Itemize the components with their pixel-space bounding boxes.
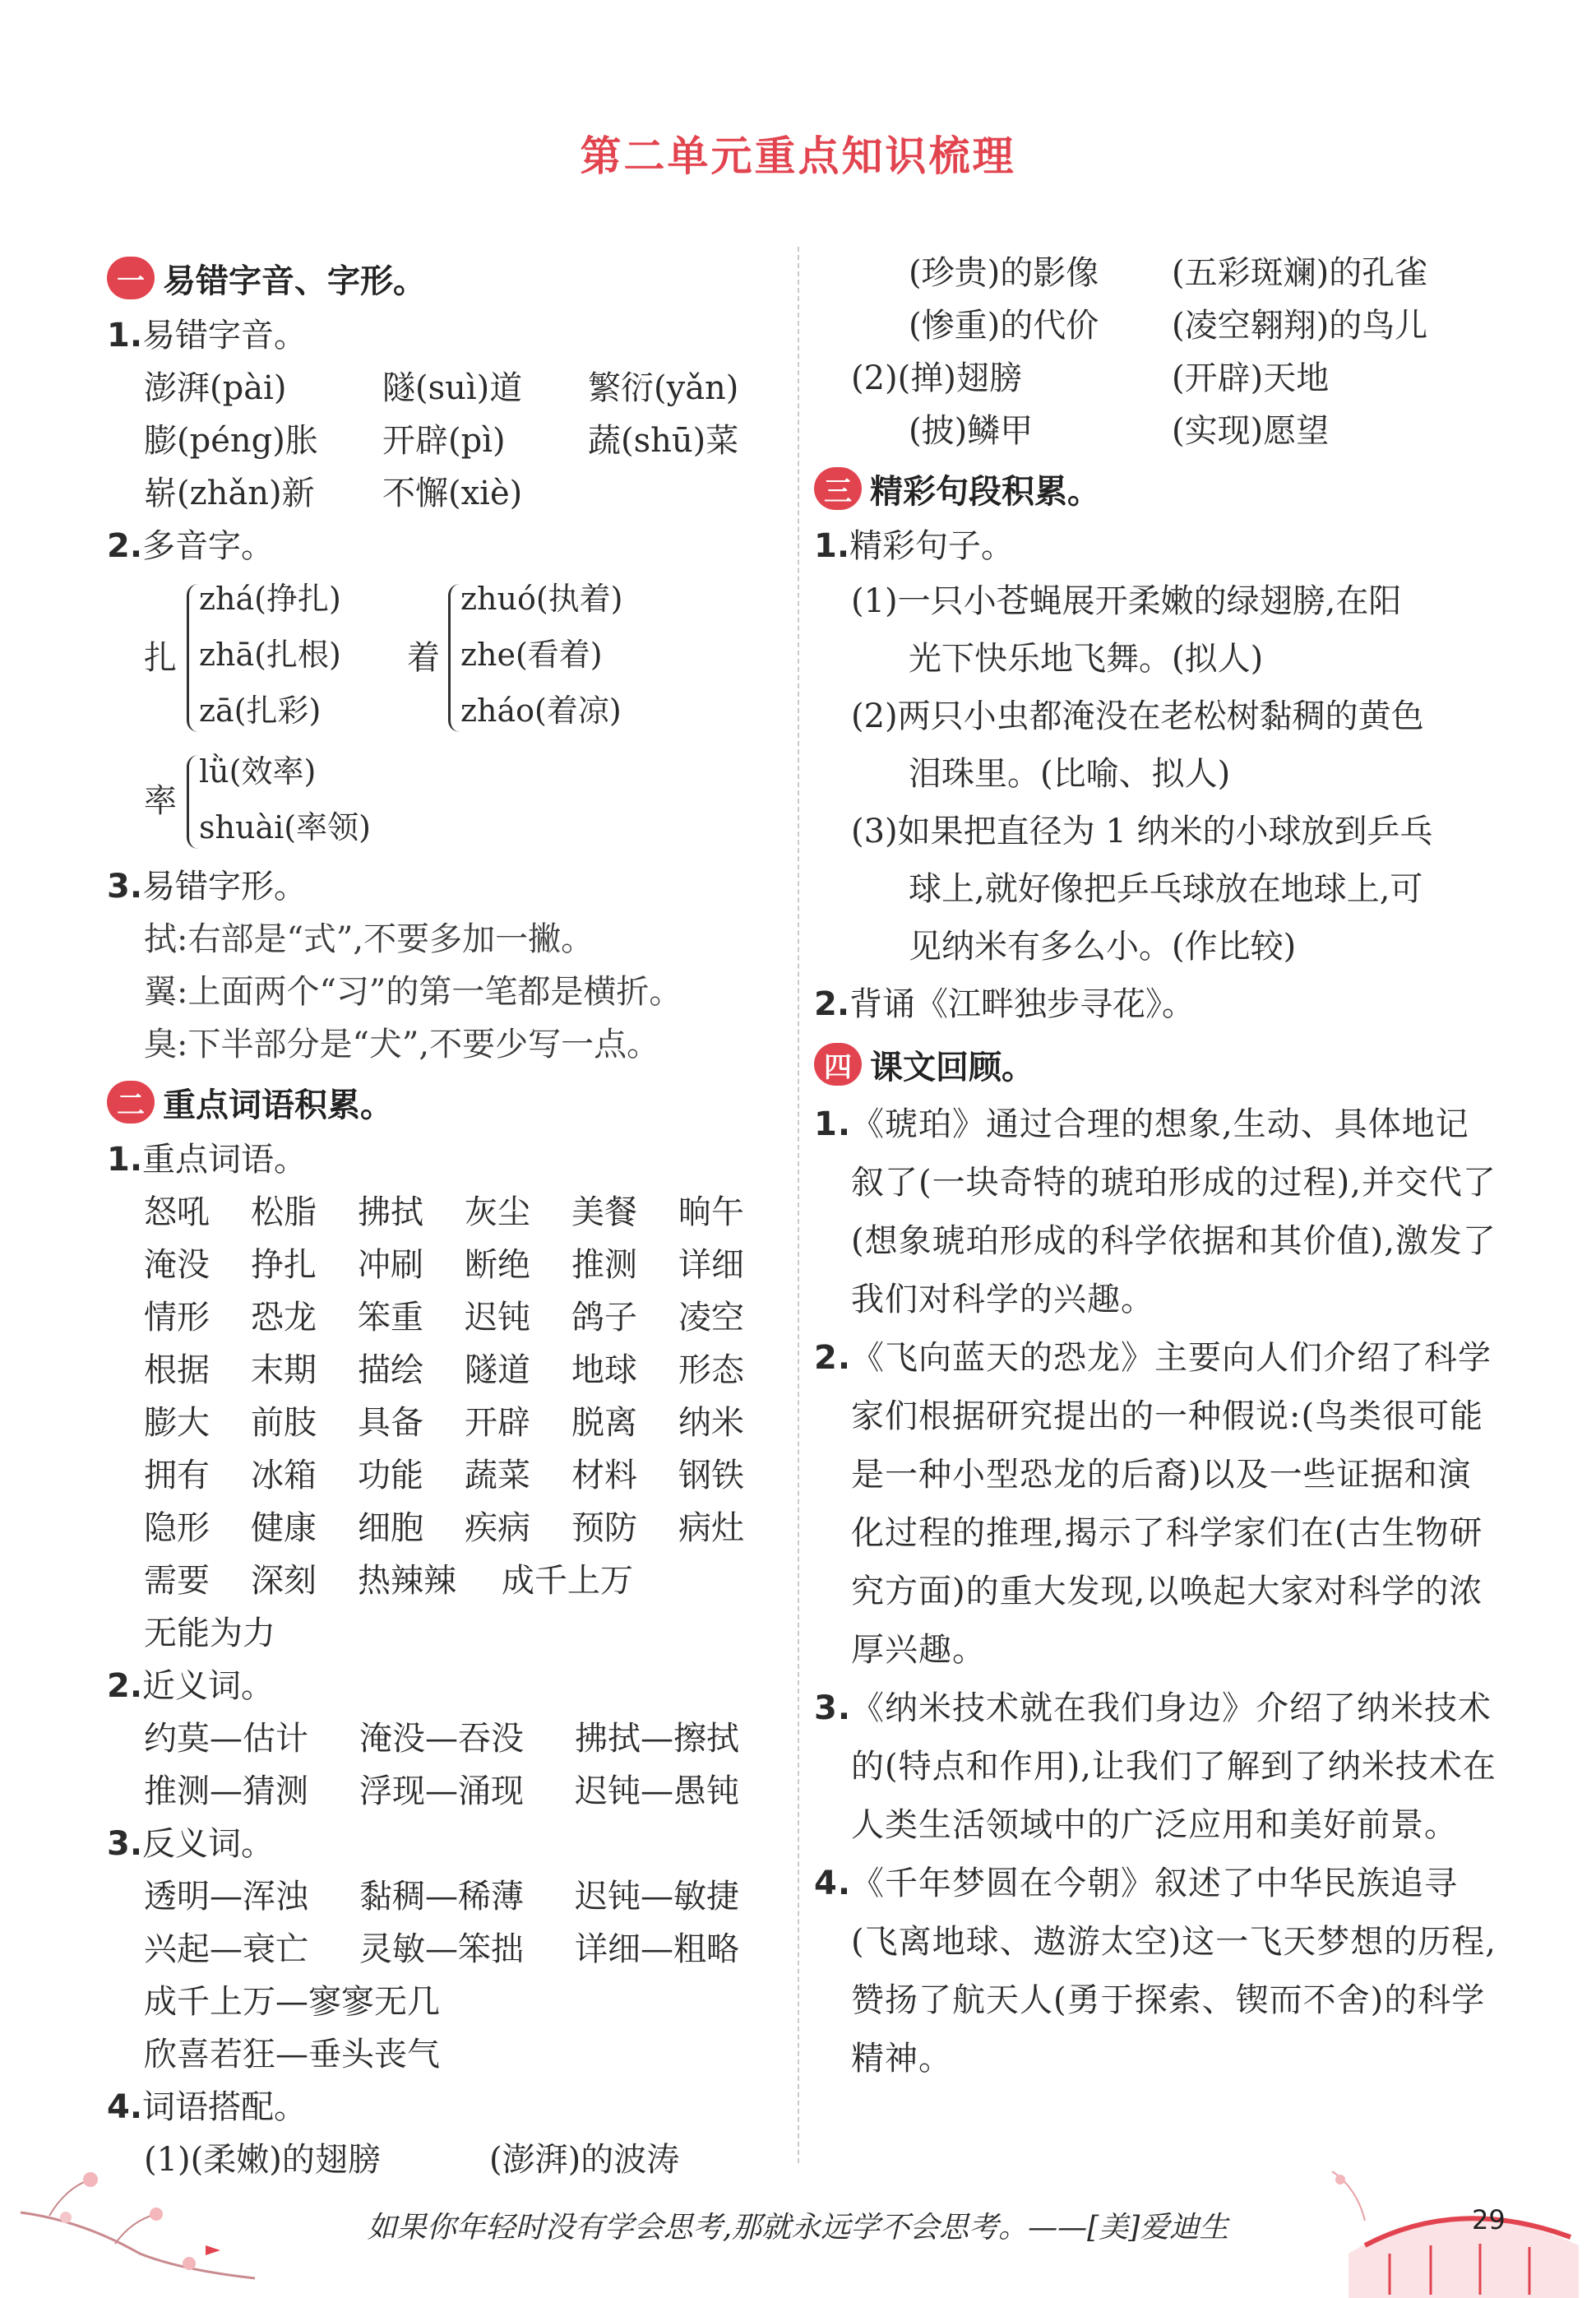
polyphone-reading: zā(扎彩) bbox=[199, 693, 322, 729]
word-row: 情形 恐龙 笨重 迟钝 鸽子 凌空 bbox=[144, 1299, 744, 1337]
collocation-row: (1)(柔嫩)的翅膀 (澎湃)的波涛 bbox=[144, 2141, 680, 2179]
section-4-header bbox=[814, 1035, 1497, 1094]
shape-note: 臭:下半部分是“犬”,不要少写一点。 bbox=[144, 1026, 660, 1063]
sentence-line: 见纳米有多么小。(作比较) bbox=[909, 928, 1297, 966]
polyphone-group bbox=[107, 745, 789, 860]
word-row: 无能为力 bbox=[144, 1615, 275, 1652]
polyphone-char: 着 bbox=[407, 639, 440, 677]
synonym-row: 约莫—估计 淹没—吞没 拂拭—擦拭 bbox=[144, 1720, 739, 1758]
right-column bbox=[814, 247, 1497, 2088]
section-title: 精彩句段积累。 bbox=[870, 472, 1100, 511]
page-title: 第二单元重点知识梳理 bbox=[580, 132, 1016, 180]
left-column bbox=[107, 247, 789, 2186]
subheading: 1.易错字音。 bbox=[107, 317, 308, 354]
polyphone-reading: shuài(率领) bbox=[199, 809, 371, 846]
section-title: 易错字音、字形。 bbox=[163, 262, 426, 300]
word-row: 怒吼 松脂 拂拭 灰尘 美餐 晌午 bbox=[144, 1193, 744, 1231]
review-item: 4.《千年梦圆在今朝》叙述了中华民族追寻(飞离地球、遨游太空)这一飞天梦想的历程,赞扬了航天人(勇于探索、锲而不舍)的科学精神。 bbox=[814, 1865, 1497, 2078]
subheading: 2.近义词。 bbox=[107, 1667, 275, 1705]
polyphone-char: 率 bbox=[144, 782, 177, 820]
section-badge: 二 bbox=[107, 1081, 155, 1124]
section-title: 课文回顾。 bbox=[870, 1048, 1034, 1086]
polyphone-reading: zháo(着凉) bbox=[460, 693, 622, 729]
section-badge: 三 bbox=[814, 467, 862, 510]
collocation-row: (2)(掸)翅膀 (开辟)天地 bbox=[851, 359, 1330, 397]
polyphone-reading: zhuó(执着) bbox=[460, 581, 623, 617]
section-1-header bbox=[107, 248, 789, 308]
section-title: 重点词语积累。 bbox=[163, 1086, 393, 1124]
subheading: 1.精彩句子。 bbox=[814, 527, 1015, 565]
sentence-line: (2)两只小虫都淹没在老松树黏稠的黄色 bbox=[851, 697, 1424, 735]
sentence-line: 球上,就好像把乒乓球放在地球上,可 bbox=[909, 870, 1423, 908]
antonym-row: 欣喜若狂—垂头丧气 bbox=[144, 2036, 440, 2073]
column-divider bbox=[798, 247, 799, 2163]
subheading: 4.词语搭配。 bbox=[107, 2088, 308, 2126]
synonym-row: 推测—猜测 浮现—涌现 迟钝—愚钝 bbox=[144, 1772, 739, 1810]
collocation-row: (惨重)的代价 (凌空翱翔)的鸟儿 bbox=[909, 307, 1428, 345]
word-row: 根据 末期 描绘 隧道 地球 形态 bbox=[144, 1351, 744, 1389]
antonym-row: 兴起—衰亡 灵敏—笨拙 详细—粗略 bbox=[144, 1930, 739, 1968]
polyphone-reading: zhā(扎根) bbox=[199, 637, 341, 673]
antonym-row: 透明—浑浊 黏稠—稀薄 迟钝—敏捷 bbox=[144, 1878, 739, 1916]
review-item: 3.《纳米技术就在我们身边》介绍了纳米技术的(特点和作用),让我们了解到了纳米技术在人类生活领域中的广泛应用和美好前景。 bbox=[814, 1689, 1497, 1844]
section-badge: 一 bbox=[107, 257, 155, 299]
subheading: 3.反义词。 bbox=[107, 1825, 275, 1863]
footer-quote: 如果你年轻时没有学会思考,那就永远学不会思考。——[美]爱迪生 bbox=[367, 2211, 1229, 2245]
pron-row: 崭(zhǎn)新 不懈(xiè) bbox=[144, 475, 523, 512]
sentence-line: (1)一只小苍蝇展开柔嫩的绿翅膀,在阳 bbox=[851, 582, 1402, 620]
collocation-row: (珍贵)的影像 (五彩斑斓)的孔雀 bbox=[909, 254, 1428, 292]
subheading: 2.多音字。 bbox=[107, 527, 275, 565]
polyphone-reading: zhá(挣扎) bbox=[199, 581, 341, 617]
polyphone-group bbox=[107, 572, 789, 745]
word-row: 膨大 前肢 具备 开辟 脱离 纳米 bbox=[144, 1404, 744, 1442]
pron-row: 澎湃(pài) 隧(suì)道 繁衍(yǎn) bbox=[144, 369, 739, 407]
section-badge: 四 bbox=[814, 1043, 862, 1086]
word-row: 需要 深刻 热辣辣 成千上万 bbox=[144, 1562, 633, 1600]
antonym-row: 成千上万—寥寥无几 bbox=[144, 1983, 440, 2021]
section-2-header bbox=[107, 1073, 789, 1132]
word-row: 淹没 挣扎 冲刷 断绝 推测 详细 bbox=[144, 1246, 744, 1284]
review-item: 2.《飞向蓝天的恐龙》主要向人们介绍了科学家们根据研究提出的一种假说:(鸟类很可能是一种小型恐龙的后裔)以及一些证据和演化过程的推理,揭示了科学家们在(古生物研究方面)的重大发现,以唤起大家对科学的浓厚兴趣。 bbox=[814, 1339, 1492, 1669]
word-row: 隐形 健康 细胞 疾病 预防 病灶 bbox=[144, 1509, 744, 1547]
polyphone-reading: lǜ(效率) bbox=[199, 753, 317, 790]
page-number: 29 bbox=[1472, 2204, 1506, 2235]
polyphone-reading: zhe(看着) bbox=[460, 637, 603, 673]
sentence-line: (3)如果把直径为 1 纳米的小球放到乒乓 bbox=[851, 813, 1433, 850]
subheading: 3.易错字形。 bbox=[107, 868, 308, 906]
collocation-row: (披)鳞甲 (实现)愿望 bbox=[909, 412, 1330, 450]
subheading: 2.背诵《江畔独步寻花》。 bbox=[814, 985, 1196, 1023]
sentence-line: 光下快乐地飞舞。(拟人) bbox=[909, 640, 1264, 678]
polyphone-char: 扎 bbox=[144, 639, 177, 677]
subheading: 1.重点词语。 bbox=[107, 1141, 308, 1179]
shape-note: 翼:上面两个“习”的第一笔都是横折。 bbox=[144, 973, 682, 1011]
review-item: 1.《琥珀》通过合理的想象,生动、具体地记叙了(一块奇特的琥珀形成的过程),并交代了(想象琥珀形成的科学依据和其价值),激发了我们对科学的兴趣。 bbox=[814, 1105, 1497, 1318]
section-3-header bbox=[814, 459, 1497, 518]
shape-note: 拭:右部是“式”,不要多加一撇。 bbox=[144, 920, 594, 958]
pron-row: 膨(péng)胀 开辟(pì) 蔬(shū)菜 bbox=[144, 422, 739, 460]
sentence-line: 泪珠里。(比喻、拟人) bbox=[909, 755, 1231, 793]
word-row: 拥有 冰箱 功能 蔬菜 材料 钢铁 bbox=[144, 1457, 744, 1494]
